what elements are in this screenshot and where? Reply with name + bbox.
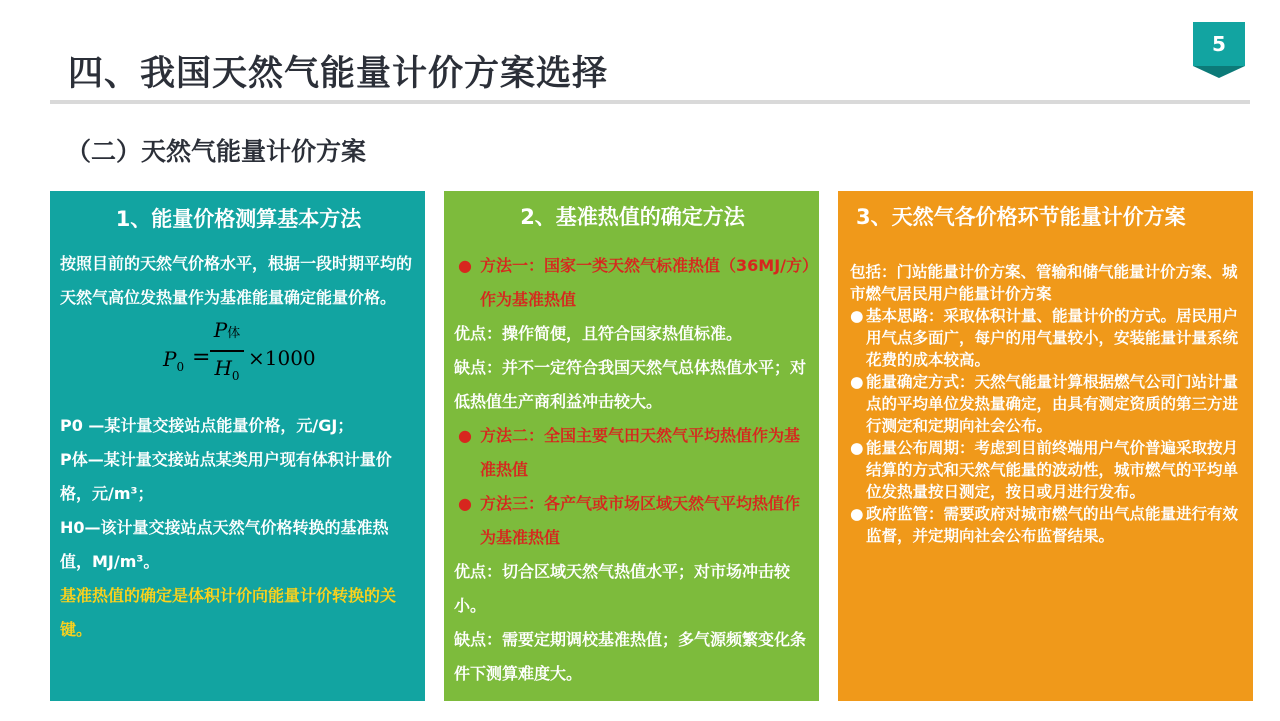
page-badge-ribbon-tail bbox=[1193, 66, 1245, 78]
panel-heading: 1、能量价格测算基本方法 bbox=[115, 207, 362, 231]
list-item bbox=[850, 305, 1241, 371]
panel-baseline-heat-method bbox=[444, 191, 819, 701]
bullet-icon: ● bbox=[850, 505, 864, 523]
item-energy-determination: 能量确定方式：天然气能量计算根据燃气公司门站计量点的平均单位发热量确定，由具有测定资质的第三方进行测定和定期向社会公布。 bbox=[866, 373, 1239, 435]
bullet-icon: ● bbox=[850, 439, 864, 457]
bullet-icon: ● bbox=[458, 494, 472, 513]
formula-fraction bbox=[210, 317, 244, 389]
definition-h0: H0—该计量交接站点天然气价格转换的基准热值，MJ/m³。 bbox=[60, 518, 389, 571]
title-divider bbox=[50, 100, 1250, 104]
panel-energy-price-method bbox=[50, 191, 425, 701]
method-2-text: 方法二：全国主要气田天然气平均热值作为基准热值 bbox=[480, 426, 801, 479]
formula-lhs: $P_0$ bbox=[163, 347, 185, 374]
section-subtitle: （二）天然气能量计价方案 bbox=[66, 137, 367, 166]
list-item bbox=[850, 503, 1241, 547]
formula-multiplier: ×1000 bbox=[248, 346, 316, 370]
bullet-icon: ● bbox=[458, 426, 472, 445]
method-3-con: 缺点：需要定期调校基准热值；多气源频繁变化条件下测算难度大。 bbox=[454, 630, 807, 683]
panel-body bbox=[850, 261, 1241, 547]
bullet-icon: ● bbox=[850, 307, 864, 325]
page-title: 四、我国天然气能量计价方案选择 bbox=[68, 54, 609, 94]
formula-equals: = bbox=[192, 345, 211, 370]
bullet-icon: ● bbox=[458, 256, 472, 275]
method-1-text: 方法一：国家一类天然气标准热值（36MJ/方）作为基准热值 bbox=[480, 256, 810, 309]
item-publication-cycle: 能量公布周期：考虑到目前终端用户气价普遍采取按月结算的方式和天然气能量的波动性，城市燃气的平均单位发热量按日测定，按日或月进行发布。 bbox=[866, 439, 1239, 501]
panel-pricing-stages bbox=[838, 191, 1253, 701]
fraction-bar bbox=[210, 350, 244, 352]
item-basic-approach: 基本思路：采取体积计量、能量计价的方式。居民用户用气点多面广，每户的用气量较小，安装能量计量系统花费的成本较高。 bbox=[866, 307, 1239, 369]
panel-heading: 2、基准热值的确定方法 bbox=[520, 205, 745, 229]
item-government-supervision: 政府监管：需要政府对城市燃气的出气点能量进行有效监督，并定期向社会公布监督结果。 bbox=[866, 505, 1239, 545]
definition-p0: P0 —某计量交接站点能量价格，元/GJ； bbox=[60, 416, 354, 435]
key-note: 基准热值的确定是体积计价向能量计价转换的关键。 bbox=[60, 586, 397, 639]
intro-text: 按照目前的天然气价格水平，根据一段时期平均的天然气高位发热量作为基准能量确定能量价格。 bbox=[60, 254, 413, 307]
panel-body bbox=[60, 247, 417, 647]
panel-body bbox=[454, 249, 811, 691]
method-1-pro: 优点：操作简便，且符合国家热值标准。 bbox=[454, 324, 743, 343]
method-2 bbox=[454, 419, 811, 487]
energy-price-formula bbox=[60, 315, 417, 409]
method-3-text: 方法三：各产气或市场区域天然气平均热值作为基准热值 bbox=[480, 494, 801, 547]
method-1-con: 缺点：并不一定符合我国天然气总体热值水平；对低热值生产商利益冲击较大。 bbox=[454, 358, 807, 411]
method-3-pro: 优点：切合区域天然气热值水平；对市场冲击较小。 bbox=[454, 562, 791, 615]
definition-p-volume: P体—某计量交接站点某类用户现有体积计量价格，元/m³； bbox=[60, 450, 392, 503]
bullet-icon: ● bbox=[850, 373, 864, 391]
intro-text: 包括：门站能量计价方案、管输和储气能量计价方案、城市燃气居民用户能量计价方案 bbox=[850, 263, 1238, 303]
formula-numerator: P体 bbox=[213, 318, 241, 342]
method-1 bbox=[454, 249, 811, 317]
list-item bbox=[850, 437, 1241, 503]
panel-heading: 3、天然气各价格环节能量计价方案 bbox=[856, 205, 1186, 229]
method-3 bbox=[454, 487, 811, 555]
list-item bbox=[850, 371, 1241, 437]
page-number-badge: 5 bbox=[1193, 22, 1245, 66]
formula-denominator: $H_0$ bbox=[214, 355, 240, 383]
